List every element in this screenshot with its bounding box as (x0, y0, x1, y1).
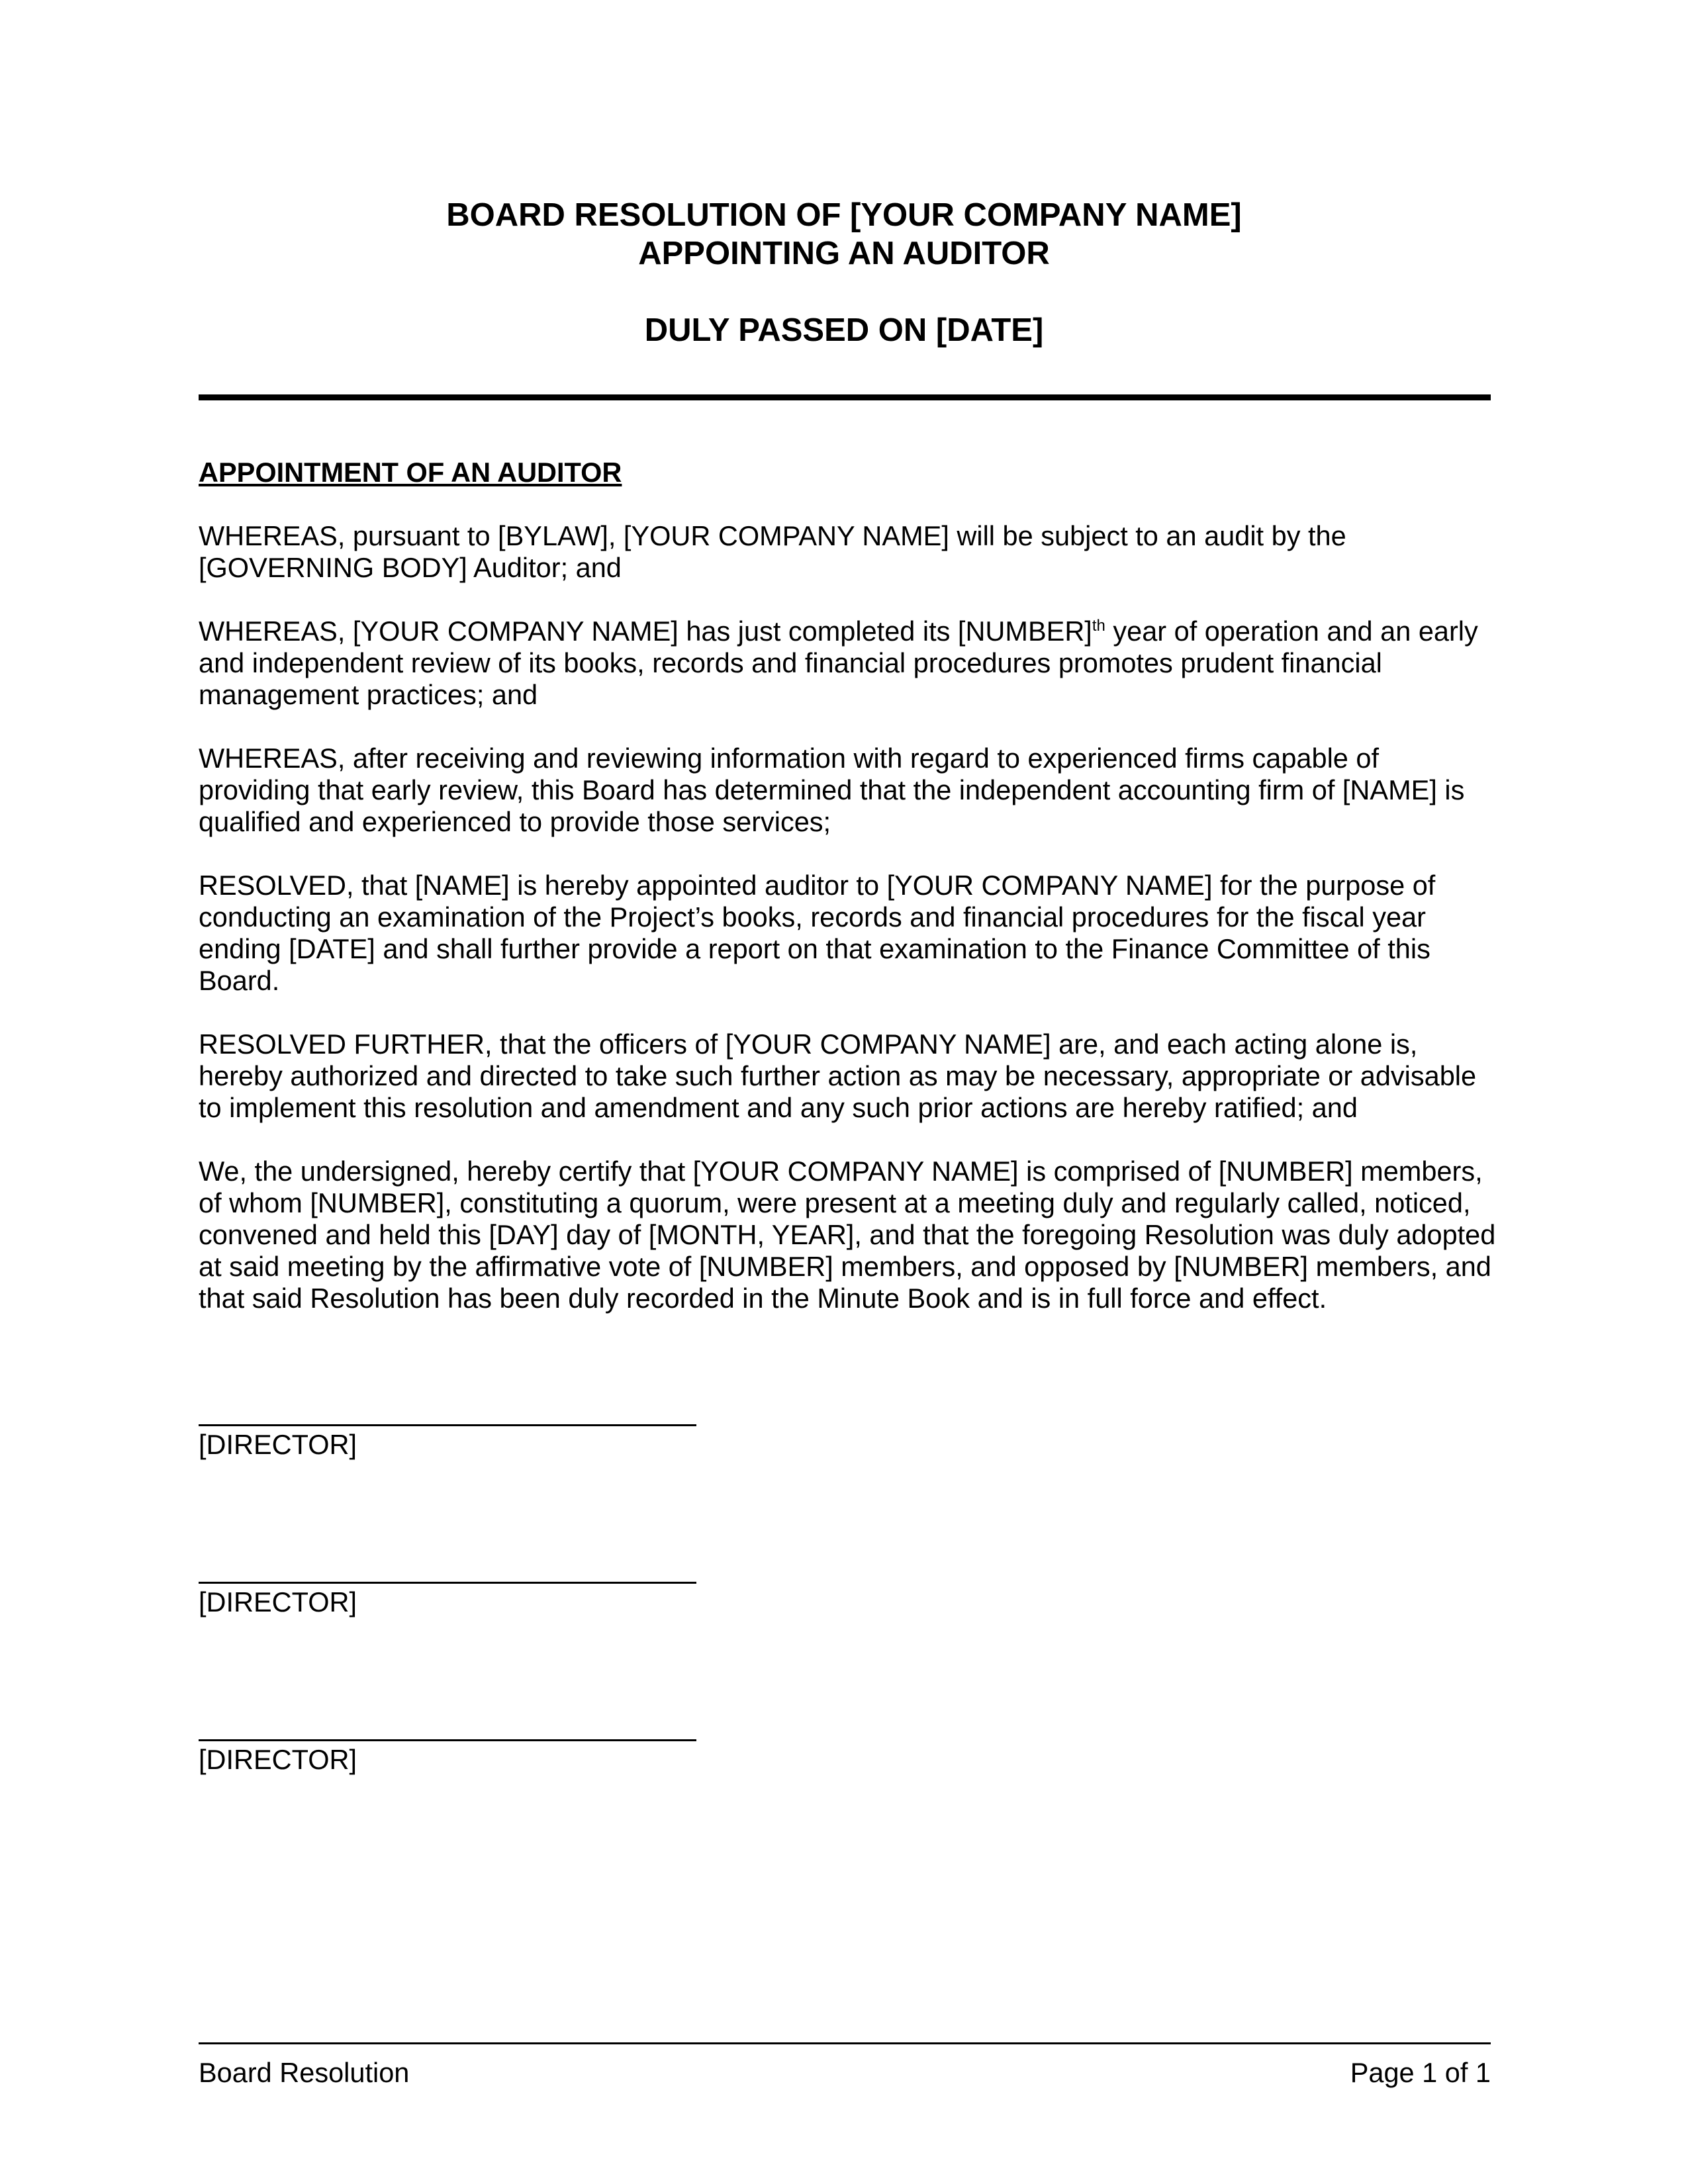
whereas-paragraph-3: WHEREAS, after receiving and reviewing information with regard to experienced firms capable of providing that early review, this Board has determined that the independent accounting firm of [NAME] is qualified and experienced to provide those services; (199, 743, 1465, 837)
signature-label: [DIRECTOR] (199, 1429, 357, 1460)
resolved-further-paragraph: RESOLVED FURTHER, that the officers of [YOUR COMPANY NAME] are, and each acting alone is, hereby authorized and directed to take such further action as may be necessary, appropriate or advisable to implement this resolution and amendment and any such prior actions are hereby ratified; and (199, 1028, 1477, 1123)
signature-line (199, 1424, 696, 1426)
resolution-body (199, 457, 1496, 1346)
whereas-paragraph-2-end: year of operation and an early and independent review of its books, records and financial procedures promotes prudent financial management practices; and (199, 615, 1478, 710)
section-heading: APPOINTMENT OF AN AUDITOR (199, 457, 622, 488)
whereas-paragraph-2-start: WHEREAS, [YOUR COMPANY NAME] has just completed its [NUMBER] (199, 615, 1092, 647)
document-subtitle: APPOINTING AN AUDITOR (638, 236, 1050, 271)
header-divider (199, 394, 1491, 400)
signature-block-1 (199, 1424, 696, 1461)
whereas-paragraph-1: WHEREAS, pursuant to [BYLAW], [YOUR COMPANY NAME] will be subject to an audit by the [GOVERNING BODY] Auditor; and (199, 520, 1346, 583)
footer-document-name: Board Resolution (199, 2057, 410, 2088)
passed-date-line: DULY PASSED ON [DATE] (644, 312, 1044, 348)
signature-line (199, 1582, 696, 1584)
document-title: BOARD RESOLUTION OF [YOUR COMPANY NAME] (446, 197, 1242, 233)
signature-block-2 (199, 1582, 696, 1618)
page-number: Page 1 of 1 (1350, 2057, 1491, 2088)
resolved-paragraph: RESOLVED, that [NAME] is hereby appointed auditor to [YOUR COMPANY NAME] for the purpose of conducting an examination of the Project’s books, records and financial procedures for the fiscal year ending [DATE] and shall further provide a report on that examination to the Finance Committee of this Board. (199, 870, 1436, 996)
ordinal-suffix: th (1092, 617, 1105, 635)
signature-block-3 (199, 1739, 696, 1776)
signature-label: [DIRECTOR] (199, 1744, 357, 1775)
whereas-paragraph-2 (199, 615, 1496, 711)
signature-label: [DIRECTOR] (199, 1586, 357, 1617)
certification-paragraph: We, the undersigned, hereby certify that [YOUR COMPANY NAME] is comprised of [NUMBER] members, of whom [NUMBER], constituting a quorum, were present at a meeting duly and regularly called, noticed, convened and held this [DAY] day of [MONTH, YEAR], and that the foregoing Resolution was duly adopted at said meeting by the affirmative vote of [NUMBER] members, and opposed by [NUMBER] members, and that said Resolution has been duly recorded in the Minute Book and is in full force and effect. (199, 1156, 1496, 1314)
document-title-block (199, 196, 1489, 349)
footer-divider (199, 2042, 1491, 2044)
signature-line (199, 1739, 696, 1741)
